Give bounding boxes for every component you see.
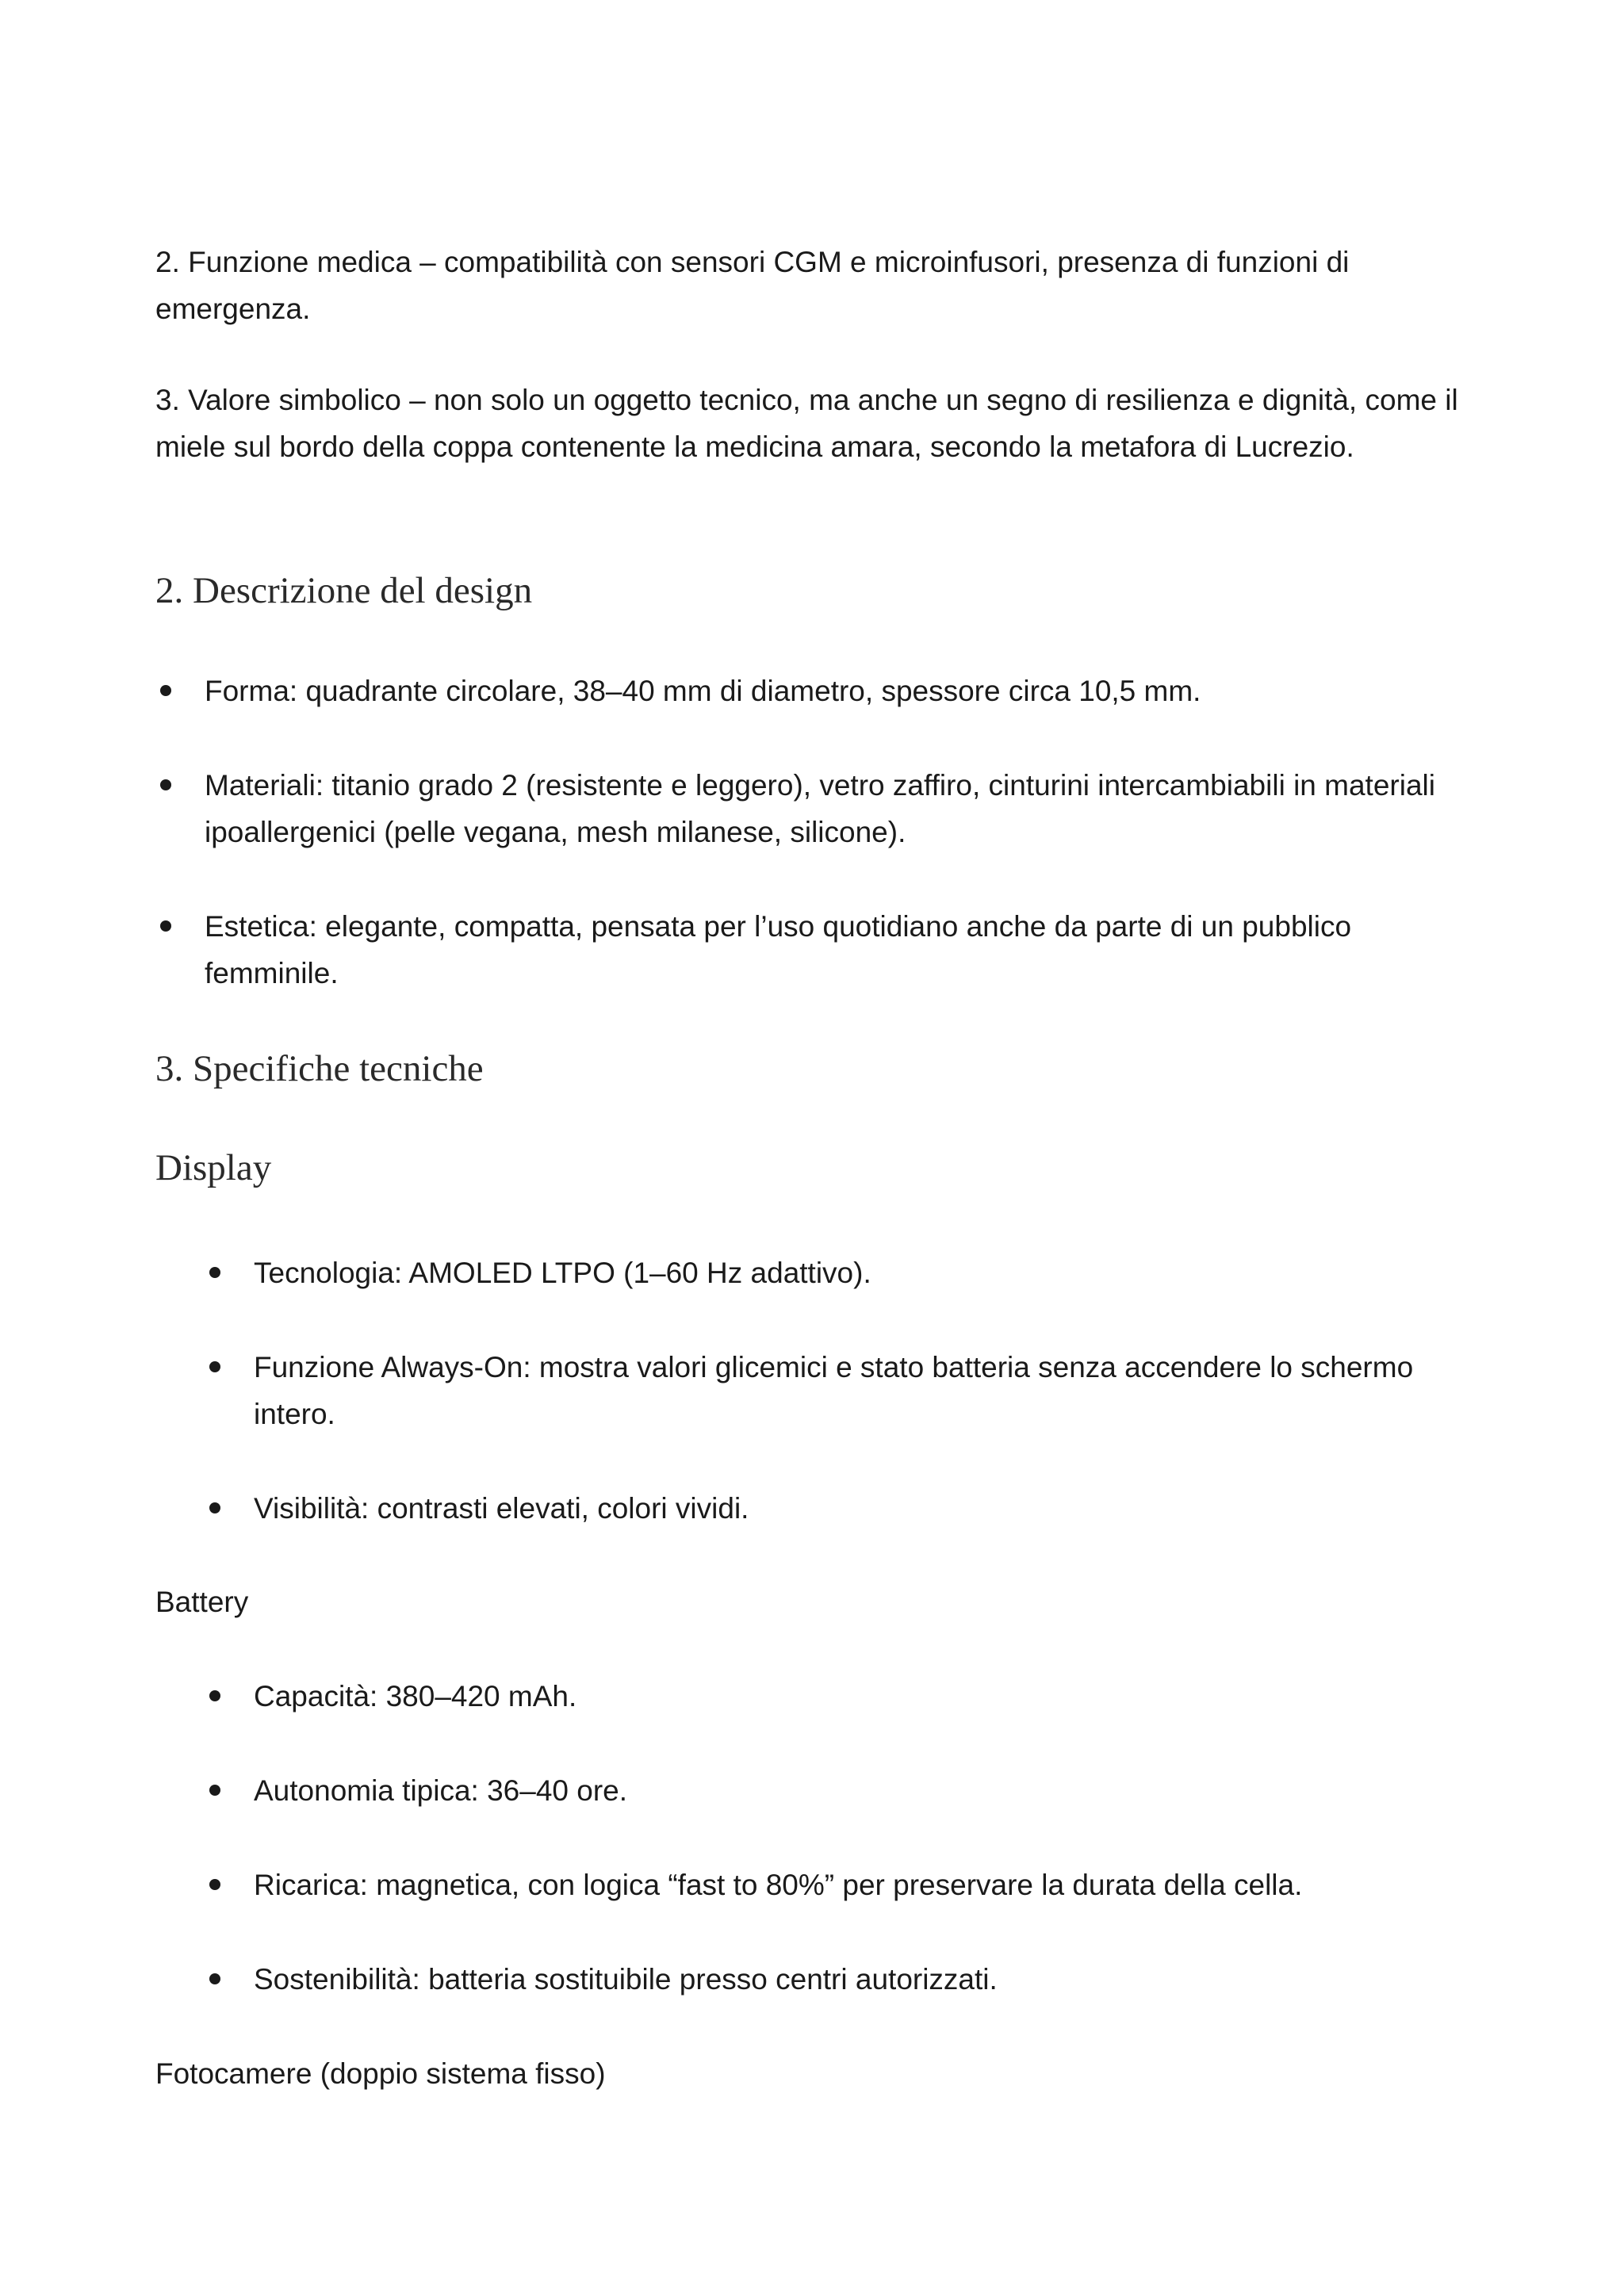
display-item-text: Visibilità: contrasti elevati, colori vividi. xyxy=(254,1492,749,1525)
bullet-icon xyxy=(209,1785,220,1796)
bullet-icon xyxy=(160,920,171,932)
bullet-icon xyxy=(209,1502,220,1513)
battery-item-text: Sostenibilità: batteria sostituibile presso centri autorizzati. xyxy=(254,1963,998,1996)
battery-item-text: Capacità: 380–420 mAh. xyxy=(254,1680,577,1712)
heading-battery: Battery xyxy=(155,1586,249,1618)
bullet-icon xyxy=(209,1267,220,1278)
bullet-icon xyxy=(209,1879,220,1890)
heading-display: Display xyxy=(155,1147,272,1188)
design-item-text: Forma: quadrante circolare, 38–40 mm di diametro, spessore circa 10,5 mm. xyxy=(205,675,1201,707)
paragraph-symbolic-value: 3. Valore simbolico – non solo un oggetto tecnico, ma anche un segno di resilienza e dignità, come il miele sul bordo della coppa contenente la medicina amara, secondo la metafora di Lucrezio. xyxy=(155,384,1458,463)
bullet-icon xyxy=(209,1361,220,1372)
battery-item-text: Ricarica: magnetica, con logica “fast to 80%” per preservare la durata della cella. xyxy=(254,1869,1303,1901)
display-item-text: Funzione Always-On: mostra valori glicemici e stato batteria senza accendere lo schermo intero. xyxy=(254,1351,1414,1430)
battery-item-text: Autonomia tipica: 36–40 ore. xyxy=(254,1774,628,1807)
paragraph-medical-function: 2. Funzione medica – compatibilità con sensori CGM e microinfusori, presenza di funzioni di emergenza. xyxy=(155,246,1350,325)
bullet-icon xyxy=(160,779,171,790)
display-item-text: Tecnologia: AMOLED LTPO (1–60 Hz adattivo). xyxy=(254,1257,871,1289)
bullet-icon xyxy=(209,1973,220,1984)
design-item-text: Estetica: elegante, compatta, pensata per l’uso quotidiano anche da parte di un pubblico femminile. xyxy=(205,910,1352,989)
heading-cameras: Fotocamere (doppio sistema fisso) xyxy=(155,2057,606,2090)
bullet-icon xyxy=(160,685,171,696)
bullet-icon xyxy=(209,1690,220,1701)
heading-specs: 3. Specifiche tecniche xyxy=(155,1048,484,1089)
design-item-text: Materiali: titanio grado 2 (resistente e leggero), vetro zaffiro, cinturini intercambiabili in materiali ipoallergenici (pelle vegana, mesh milanese, silicone). xyxy=(205,769,1435,848)
heading-design: 2. Descrizione del design xyxy=(155,570,533,611)
